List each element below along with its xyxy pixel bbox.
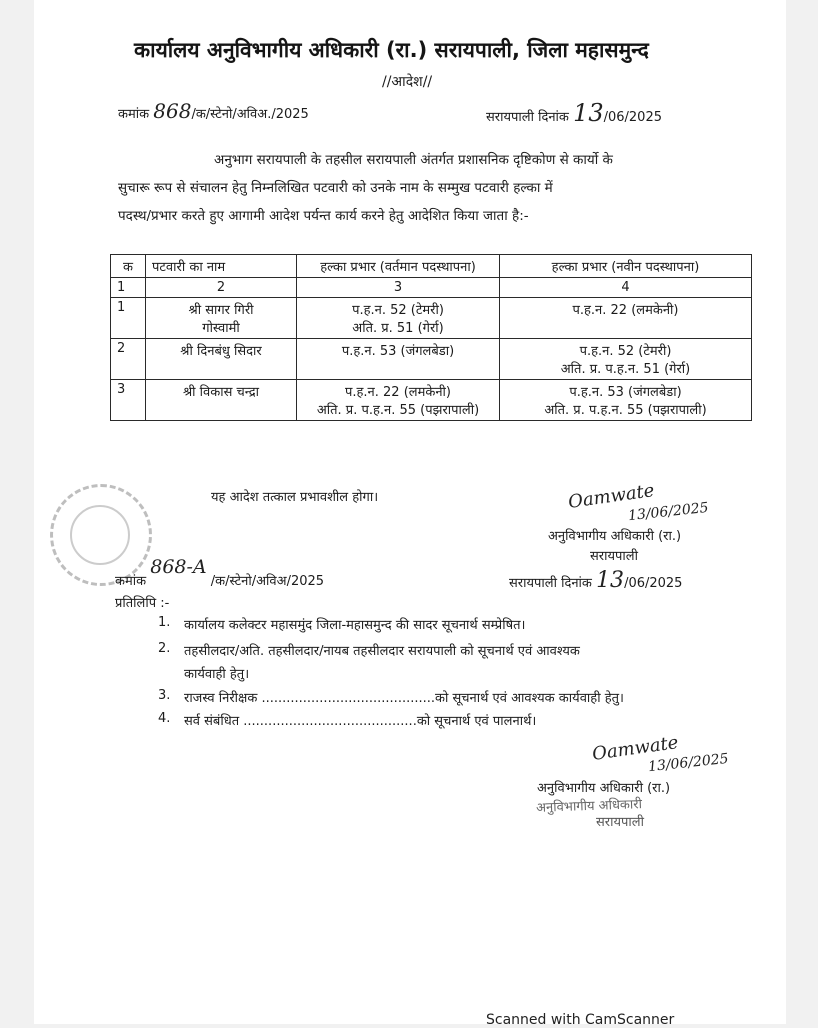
copy-item-number: 3. xyxy=(158,688,171,703)
col-number: 2 xyxy=(146,278,297,298)
header-sn: क xyxy=(111,255,146,278)
paragraph-line: अनुभाग सरायपाली के तहसील सरायपाली अंतर्गत प्रशासनिक दृष्टिकोण से कार्यो के xyxy=(214,152,613,168)
col-number: 4 xyxy=(500,278,752,298)
date2-prefix: सरायपाली दिनांक xyxy=(509,576,592,591)
row-name xyxy=(146,339,297,380)
copy-item-text: राजस्व निरीक्षक ..........................................को सूचनार्थ एवं आवश्यक कार्यवाही हेतु। xyxy=(184,691,624,706)
row-new xyxy=(500,380,752,421)
row-name xyxy=(146,380,297,421)
ref-suffix: /क/स्टेनो/अविअ./2025 xyxy=(191,107,309,122)
office-seal-emblem-icon xyxy=(70,505,130,565)
header-current: हल्का प्रभार (वर्तमान पदस्थापना) xyxy=(297,255,500,278)
row-name-line: श्री विकास चन्द्रा xyxy=(182,385,260,400)
date-prefix: सरायपाली दिनांक xyxy=(486,110,569,125)
copy-item-number: 4. xyxy=(158,711,171,726)
row-sn: 3 xyxy=(111,380,146,421)
office-title: कार्यालय अनुविभागीय अधिकारी (रा.) सरायपाली, जिला महासमुन्द xyxy=(134,38,649,62)
col-number: 1 xyxy=(111,278,146,298)
col-number: 3 xyxy=(297,278,500,298)
header-name: पटवारी का नाम xyxy=(146,255,297,278)
ref2-suffix: /क/स्टेनो/अविअ/2025 xyxy=(210,574,325,589)
paragraph-line: सुचारू रूप से संचालन हेतु निम्नलिखित पटवारी को उनके नाम के सम्मुख पटवारी हल्का में xyxy=(118,180,553,196)
table-row xyxy=(111,298,752,339)
row-new-line: प.ह.न. 22 (लमकेनी) xyxy=(572,303,679,318)
copy-item-text: कार्यालय कलेक्टर महासमुंद जिला-महासमुन्द की सादर सूचनार्थ सम्प्रेषित। xyxy=(184,618,526,633)
row-new xyxy=(500,339,752,380)
signature-1-designation: अनुविभागीय अधिकारी (रा.) xyxy=(548,529,682,544)
row-name-line: गोस्वामी xyxy=(202,321,240,336)
row-current xyxy=(297,380,500,421)
row-current-line: प.ह.न. 22 (लमकेनी) xyxy=(344,385,451,400)
copy-item-text: सर्व संबंधित ..........................................को सूचनार्थ एवं पालनार्थ। xyxy=(184,714,537,729)
copy-item-text: तहसीलदार/अति. तहसीलदार/नायब तहसीलदार सरायपाली को सूचनार्थ एवं आवश्यक xyxy=(184,644,580,659)
date-line xyxy=(486,99,662,127)
row-sn: 1 xyxy=(111,298,146,339)
signature-1-place: सरायपाली xyxy=(590,549,638,564)
row-new-line: अति. प्र. प.ह.न. 55 (पझरापाली) xyxy=(544,403,707,418)
signature-2-hand-date: 13/06/2025 xyxy=(647,750,730,776)
signature-1-hand-date: 13/06/2025 xyxy=(627,499,710,525)
ref-prefix: कमांक xyxy=(118,107,150,122)
row-new-line: प.ह.न. 52 (टेमरी) xyxy=(579,344,672,359)
date-line-2 xyxy=(509,568,682,593)
row-name-line: श्री दिनबंधु सिदार xyxy=(180,344,262,359)
row-current-line: अति. प्र. प.ह.न. 55 (पझरापाली) xyxy=(316,403,480,418)
order-label: //आदेश// xyxy=(382,74,433,90)
row-new-line: प.ह.न. 53 (जंगलबेडा) xyxy=(569,385,682,400)
date-day-handwritten: 13 xyxy=(573,99,604,127)
row-name xyxy=(146,298,297,339)
row-current-line: प.ह.न. 53 (जंगलबेडा) xyxy=(341,344,455,359)
date2-day-handwritten: 13 xyxy=(596,568,625,593)
row-current-line: अति. प्र. 51 (गेर्रा) xyxy=(352,321,444,336)
row-new-line: अति. प्र. प.ह.न. 51 (गेर्रा) xyxy=(560,362,691,377)
signature-2-stamp-line-2: सरायपाली xyxy=(596,815,644,830)
ref2-number-handwritten: 868-A xyxy=(150,556,207,578)
copy-label: प्रतिलिपि :- xyxy=(115,596,170,611)
signature-1-hand-name: Oamwate xyxy=(566,480,656,513)
table-row xyxy=(111,339,752,380)
row-name-line: श्री सागर गिरी xyxy=(188,303,254,318)
date2-rest: /06/2025 xyxy=(624,576,683,591)
header-new: हल्का प्रभार (नवीन पदस्थापना) xyxy=(500,255,752,278)
table-number-row xyxy=(111,278,752,298)
signature-1 xyxy=(566,480,656,513)
row-new xyxy=(500,298,752,339)
ref2-prefix: कमांक xyxy=(115,574,147,589)
reference-line xyxy=(118,99,309,123)
table-row xyxy=(111,380,752,421)
signature-2-designation: अनुविभागीय अधिकारी (रा.) xyxy=(537,781,671,796)
table-header-row xyxy=(111,255,752,278)
scan-watermark: Scanned with CamScanner xyxy=(486,1012,675,1028)
row-current xyxy=(297,298,500,339)
copy-item-number: 1. xyxy=(158,615,171,630)
effective-statement: यह आदेश तत्काल प्रभावशील होगा। xyxy=(211,490,379,505)
date-rest: /06/2025 xyxy=(603,110,662,125)
order-paragraph xyxy=(118,146,758,230)
row-sn: 2 xyxy=(111,339,146,380)
paragraph-line: पदस्थ/प्रभार करते हुए आगामी आदेश पर्यन्त कार्य करने हेतु आदेशित किया जाता है:- xyxy=(118,208,529,224)
signature-2-stamp-line-1: अनुविभागीय अधिकारी xyxy=(535,797,643,816)
row-current-line: प.ह.न. 52 (टेमरी) xyxy=(352,303,444,318)
copy-item-number: 2. xyxy=(158,641,171,656)
copy-item-text-cont: कार्यवाही हेतु। xyxy=(184,667,250,682)
reference-line-2 xyxy=(115,556,325,590)
signature-2-hand-name: Oamwate xyxy=(590,732,680,765)
row-current xyxy=(297,339,500,380)
posting-table xyxy=(110,254,752,421)
ref-number-handwritten: 868 xyxy=(153,99,192,123)
